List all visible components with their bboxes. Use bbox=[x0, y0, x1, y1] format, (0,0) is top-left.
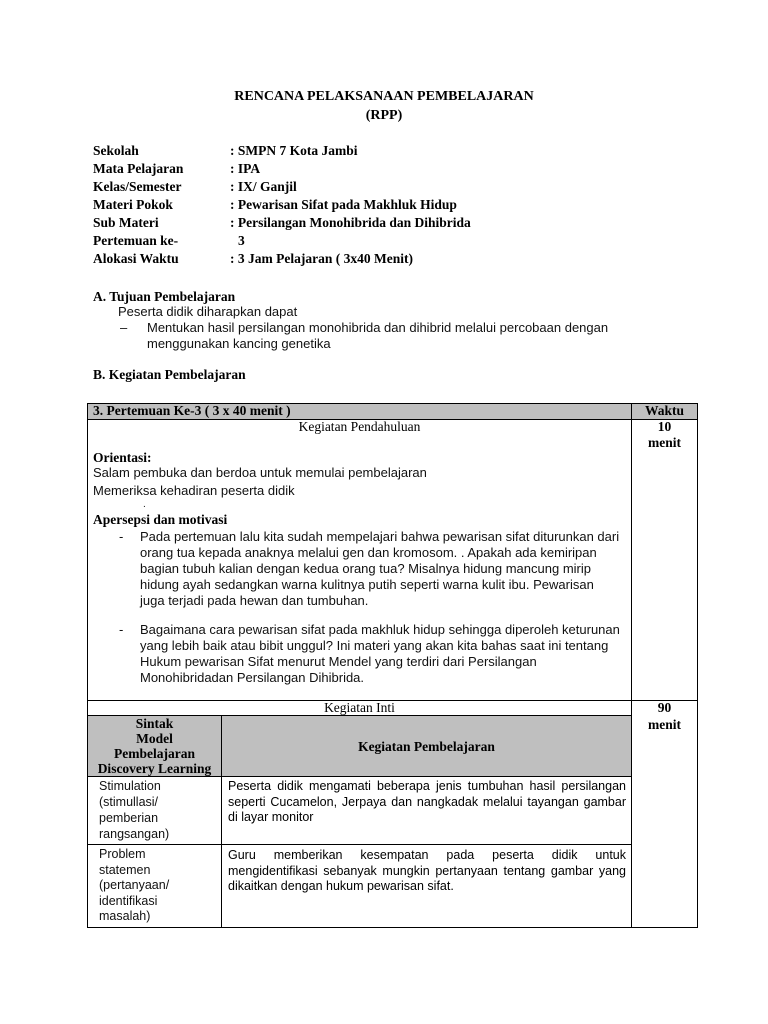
orientasi-dot: . bbox=[143, 499, 146, 510]
section-a-intro: Peserta didik diharapkan dapat bbox=[118, 304, 298, 319]
apersepsi-p1-line: orang tua kepada anaknya melalui gen dan kromosom. . Apakah ada kemiripan bbox=[140, 545, 597, 560]
sintak-line: statemen bbox=[99, 862, 151, 877]
apersepsi-p2-line: Hukum pewarisan Sifat menurut Mendel yang terdiri dari Persilangan bbox=[140, 654, 537, 669]
table-header-right-text: Waktu bbox=[644, 403, 685, 418]
document-subtitle: (RPP) bbox=[365, 108, 403, 123]
section-b-heading: B. Kegiatan Pembelajaran bbox=[93, 367, 246, 382]
sintak-line: pemberian bbox=[99, 811, 159, 825]
apersepsi-heading: Apersepsi dan motivasi bbox=[93, 512, 228, 527]
apersepsi-dash-1: - bbox=[119, 529, 124, 544]
orientasi-item-1: Salam pembuka dan berdoa untuk memulai pembelajaran bbox=[93, 465, 427, 480]
apersepsi-p2-line: Monohibridadan Persilangan Dihibrida. bbox=[140, 670, 365, 685]
inti-time-value: 90 bbox=[657, 700, 672, 715]
apersepsi-p2-line: yang lebih baik atau bibit unggul? Ini materi yang akan kita bahas saat ini tentang bbox=[140, 638, 609, 653]
row-problem-sintak-text bbox=[99, 847, 169, 925]
section-a-bullet: – bbox=[120, 320, 128, 335]
row-stimulation-kegiatan-text: Peserta didik mengamati beberapa jenis tumbuhan hasil persilangan seperti Cucamelon, Jerpaya dan nangkadak melalui tayangan gambar di layar monitor bbox=[228, 779, 626, 824]
pendahuluan-time-value: 10 bbox=[657, 419, 672, 434]
document-title: RENCANA PELAKSANAAN PEMBELAJARAN bbox=[234, 89, 534, 104]
sintak-line: (stimullasi/ bbox=[99, 795, 159, 809]
apersepsi-p2-line: Bagaimana cara pewarisan sifat pada makhluk hidup sehingga diperoleh keturunan bbox=[140, 622, 620, 637]
inti-time-cell bbox=[631, 700, 698, 928]
sintak-line: Problem bbox=[99, 847, 146, 861]
sintak-header-line: Model bbox=[136, 731, 173, 746]
document-page: RENCANA PELAKSANAAN PEMBELAJARAN (RPP) Sekolah : SMPN 7 Kota Jambi Mata Pelajaran : IPA Kelas/Semester : IX/ Ganjil Materi Pokok : Pewarisan Sifat pada Makhluk Hidup Sub Materi : Persilangan Monohibrida dan Dihibrida Pertemuan ke- 3 Alokasi Waktu : 3 Jam Pelajaran ( 3x40 Menit) A. Tujuan Pembelajaran Peserta didik diharapkan dapat – Mentukan hasil persilangan monohibrida dan dihibrid melalui percobaan dengan menggunakan kancing genetika B. Kegiatan Pembelajaran 3. Pertemuan Ke-3 ( 3 x 40 menit ) Waktu Kegiatan Pendahuluan 10 menit Orientasi: Salam pembuka dan berdoa untuk memulai pembelajaran Memeriksa kehadiran peserta didik . Apersepsi dan motivasi - Pada pertemuan lalu kita sudah mempelajari bahwa pewarisan sifat diturunkan dari orang tua kepada anaknya melalui gen dan kromosom. . Apakah ada kemiripan bagian tubuh kalian dengan kedua orang tua? Misalnya hidung mancung mirip hidung ayah sedangkan warna kulitnya putih seperti warna kulit ibu. Pewarisan juga terjadi pada hewan dan tumbuhan. - Bagaimana cara pewarisan sifat pada makhluk hidup sehingga diperoleh keturunan yang lebih baik atau bibit unggul? Ini materi yang akan kita bahas saat ini tentang Hukum pewarisan Sifat menurut Mendel yang terdiri dari Persilangan Monohibridadan Persilangan Dihibrida. Kegiatan Inti 90 menit Sintak Model Pembelajaran Discovery Learning Kegiatan Pembelajaran Stimulation (stimullasi/ pemberian rangsangan) Peserta didik mengamati beberapa jenis tumbuhan hasil persilangan seperti Cucamelon, Jerpaya dan nangkadak melalui tayangan gambar di layar monitor Problem statemen (pertanyaan/ identifikasi masalah) Guru memberikan kesempatan pada peserta didik untuk mengidentifikasi sebanyak mungkin pertanyaan tentang gambar yang dikaitkan dengan hukum pewarisan sifat. bbox=[0, 0, 768, 1024]
row-problem-kegiatan-text: Guru memberikan kesempatan pada peserta didik untuk mengidentifikasi sebanyak mungkin pertanyaan tentang gambar yang dikaitkan dengan hukum pewarisan sifat. bbox=[228, 848, 626, 893]
table-header-left-text: 3. Pertemuan Ke-3 ( 3 x 40 menit ) bbox=[93, 403, 291, 418]
inner-header-kegiatan-text: Kegiatan Pembelajaran bbox=[358, 739, 495, 754]
pendahuluan-title: Kegiatan Pendahuluan bbox=[298, 419, 421, 434]
sintak-header-line: Sintak bbox=[135, 716, 174, 731]
section-a-item-line1: Mentukan hasil persilangan monohibrida dan dihibrid melalui percobaan dengan bbox=[147, 320, 609, 335]
apersepsi-p1-line: Pada pertemuan lalu kita sudah mempelajari bahwa pewarisan sifat diturunkan dari bbox=[140, 529, 620, 544]
inti-time-unit: menit bbox=[648, 717, 681, 732]
sintak-header-line: Pembelajaran bbox=[114, 746, 195, 761]
sintak-line: identifikasi bbox=[99, 893, 158, 908]
sintak-line: (pertanyaan/ bbox=[99, 878, 170, 892]
row-stimulation-sintak-text bbox=[99, 778, 169, 842]
sintak-line: rangsangan) bbox=[99, 827, 170, 841]
orientasi-item-2: Memeriksa kehadiran peserta didik bbox=[93, 483, 295, 498]
pendahuluan-time-cell bbox=[631, 419, 698, 701]
apersepsi-dash-2: - bbox=[119, 622, 124, 637]
sintak-header-line: Discovery Learning bbox=[97, 761, 212, 776]
section-a-heading: A. Tujuan Pembelajaran bbox=[93, 289, 236, 304]
section-a-item-line2: menggunakan kancing genetika bbox=[147, 336, 331, 351]
pendahuluan-time-unit: menit bbox=[648, 435, 681, 450]
sintak-line: masalah) bbox=[99, 909, 151, 923]
inti-title: Kegiatan Inti bbox=[324, 700, 395, 715]
orientasi-heading: Orientasi: bbox=[93, 450, 152, 465]
sintak-line: Stimulation bbox=[99, 779, 161, 793]
apersepsi-p1-line: hidung ayah sedangkan warna kulitnya putih seperti warna kulit ibu. Pewarisan bbox=[140, 577, 594, 592]
inner-header-sintak-text bbox=[87, 716, 222, 776]
apersepsi-p1-line: juga terjadi pada hewan dan tumbuhan. bbox=[140, 593, 369, 608]
apersepsi-p1-line: bagian tubuh kalian dengan kedua orang tua? Misalnya hidung mancung mirip bbox=[140, 561, 591, 576]
